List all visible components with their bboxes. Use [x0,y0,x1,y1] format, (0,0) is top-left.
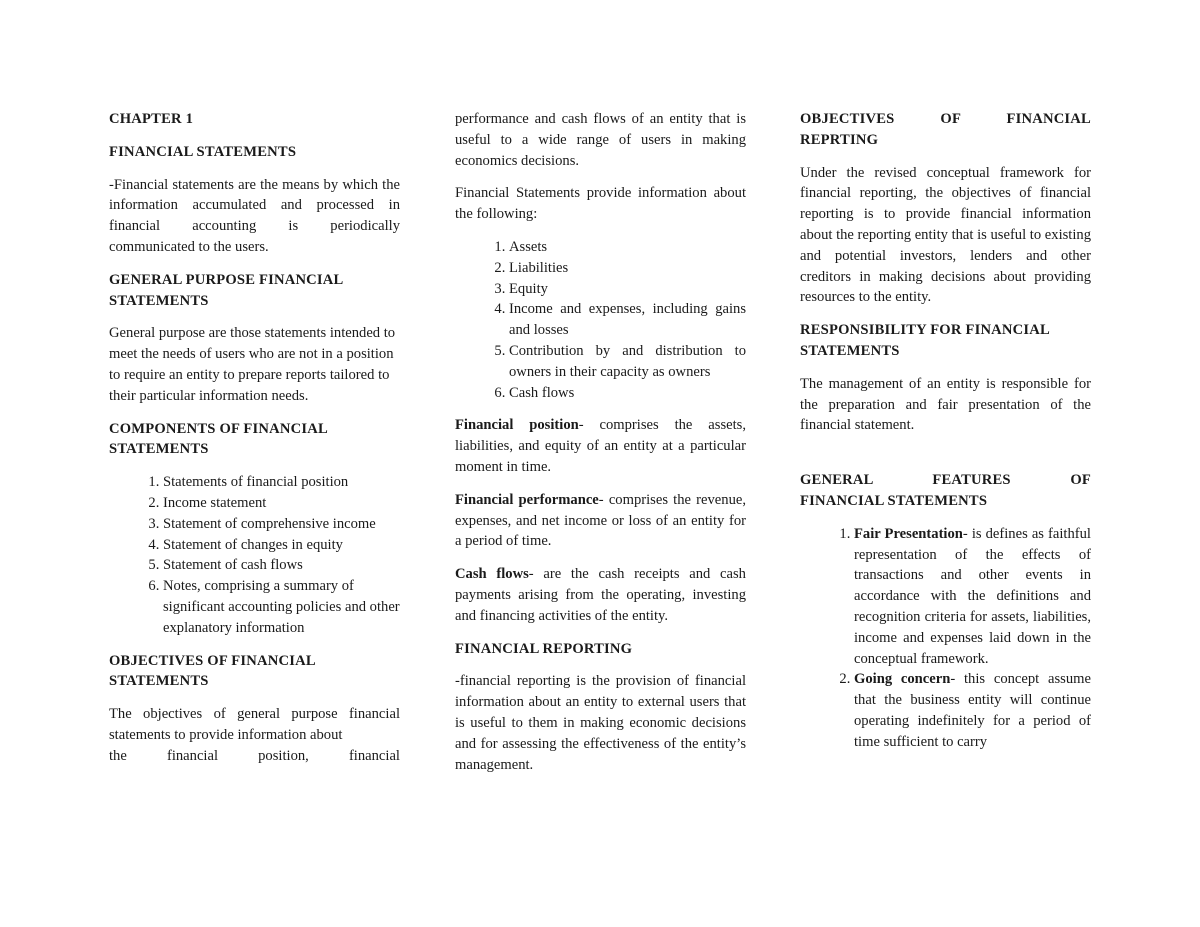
continuation-paragraph: performance and cash flows of an entity that is useful to a wide range of users in making economics decisions. [455,111,746,169]
general-purpose-paragraph: General purpose are those statements intended to meet the needs of users who are not in a position to require an entity to prepare reports tailored to their particular information needs. [109,325,396,404]
list-item [854,524,1091,670]
list-item: 1. Assets [509,237,746,258]
list-item: 5. Contribution by and distribution to owners in their capacity as owners [509,341,746,383]
objectives-reporting-heading-line-2: REPRTING [800,131,879,148]
list-item: 3. Statement of comprehensive income [163,514,400,535]
objectives-text-b: the financial position, financial [109,747,400,764]
objectives-paragraph [109,704,400,766]
financial-performance-term: Financial performance [455,491,599,508]
feature-term: Going concern [854,671,951,688]
feature-term: Fair Presentation [854,525,963,542]
financial-reporting-paragraph: -financial reporting is the provision of financial information about an entity to external users that is useful to them in making economic decisions and for assessing the effectiveness of the entity’s management. [455,673,746,773]
financial-performance-paragraph [455,490,746,552]
objectives-heading: OBJECTIVES OF FINANCIAL STATEMENTS [109,652,315,690]
list-item: 1. Statements of financial position [163,472,400,493]
objectives-text-a: The objectives of general purpose financial statements to provide information about [109,706,400,743]
objectives-reporting-paragraph: Under the revised conceptual framework for financial reporting, the objectives of financial reporting is to provide financial information about the reporting entity that is useful to existing and potential investors, lenders and other creditors in making decisions about providing resources to the entity. [800,164,1092,306]
general-features-heading-line-2: FINANCIAL STATEMENTS [800,492,988,509]
provide-list [455,237,746,403]
cash-flows-term: Cash flows [455,566,529,583]
responsibility-paragraph: The management of an entity is responsible for the preparation and fair presentation of the financial statement. [800,375,1091,434]
column-3 [800,109,1091,765]
list-item: 6. Notes, comprising a summary of significant accounting policies and other explanatory information [163,576,400,638]
financial-position-term: Financial position [455,417,579,434]
cash-flows-definition: - are the cash receipts and cash payments arising from the operating, investing and financing activities of the entity. [455,566,746,624]
general-features-heading [800,470,1091,512]
objectives-reporting-heading [800,109,1091,151]
financial-position-definition: - comprises the assets, liabilities, and equity of an entity at a particular moment in time. [455,417,746,475]
column-2 [455,109,746,787]
components-list [109,472,400,638]
list-item: 2. Income statement [163,493,400,514]
responsibility-heading: RESPONSIBILITY FOR FINANCIAL STATEMENTS [800,322,1050,359]
list-item: 4. Statement of changes in equity [163,535,400,556]
list-item: 5. Statement of cash flows [163,555,400,576]
spacer [800,448,1091,470]
financial-position-paragraph [455,415,746,477]
intro-paragraph: -Financial statements are the means by which the information accumulated and processed in financial accounting is periodically communicated to the users. [109,176,400,255]
list-item [854,669,1091,752]
list-item: 6. Cash flows [509,383,746,404]
column-1 [109,109,400,767]
list-item: 4. Income and expenses, including gains and losses [509,299,746,341]
provide-paragraph: Financial Statements provide information about the following: [455,185,746,223]
feature-definition: - this concept assume that the business entity will continue operating indefinitely for a period of time sufficient to carry [854,671,1091,750]
financial-performance-definition: - comprises the revenue, expenses, and net income or loss of an entity for a period of time. [455,491,747,550]
financial-reporting-heading: FINANCIAL REPORTING [455,640,633,657]
components-heading: COMPONENTS OF FINANCIAL STATEMENTS [109,420,328,458]
cash-flows-paragraph [455,564,746,626]
general-purpose-heading: GENERAL PURPOSE FINANCIAL STATEMENTS [109,271,343,309]
general-features-list [800,524,1091,753]
feature-definition: - is defines as faithful representation of the effects of transactions and other events in accordance with the definitions and recognition criteria for assets, liabilities, income and expenses laid down in the conceptual framework. [854,525,1091,667]
list-item: 3. Equity [509,279,746,300]
general-features-heading-line-1: GENERAL FEATURES OF [800,472,1091,489]
list-item: 2. Liabilities [509,258,746,279]
chapter-title: FINANCIAL STATEMENTS [109,143,297,160]
chapter-label: CHAPTER 1 [109,111,194,127]
objectives-reporting-heading-line-1: OBJECTIVES OF FINANCIAL [800,111,1091,127]
